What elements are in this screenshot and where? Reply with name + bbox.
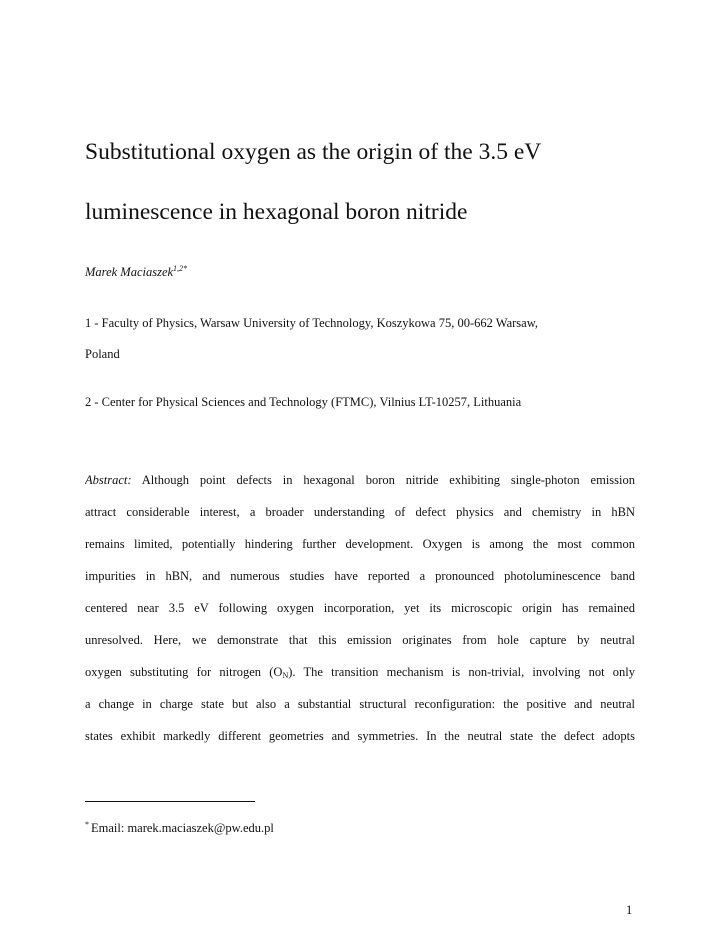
footnote-mark: *: [85, 820, 89, 829]
footnote-separator: [85, 801, 255, 802]
abstract-line-7-end: ). The transition mechanism is non-trivial, involving not only: [288, 665, 635, 679]
footnote: [85, 820, 274, 836]
affiliation-1: [85, 308, 645, 370]
abstract-line-9: states exhibit markedly different geometries and symmetries. In the neutral state the defect adopts: [85, 729, 635, 743]
author-name: Marek Maciaszek: [85, 265, 174, 279]
page-number: 1: [626, 903, 633, 917]
abstract-line: [85, 464, 635, 496]
abstract-line-3: remains limited, potentially hindering further development. Oxygen is among the most common: [85, 537, 635, 551]
subscript-n: N: [282, 671, 289, 680]
affiliation-1-line-1: 1 - Faculty of Physics, Warsaw University of Technology, Koszykowa 75, 00-662 Warsaw,: [85, 316, 539, 330]
abstract-label: Abstract:: [85, 473, 132, 487]
abstract-line-5: centered near 3.5 eV following oxygen incorporation, yet its microscopic origin has remained: [85, 601, 635, 615]
footnote-text: Email: marek.maciaszek@pw.edu.pl: [91, 821, 274, 835]
abstract-line-2: attract considerable interest, a broader understanding of defect physics and chemistry in hBN: [85, 505, 635, 519]
author-line: [85, 264, 187, 280]
author-affiliation-marks: 1,2*: [173, 264, 188, 273]
abstract: [85, 464, 635, 752]
affiliation-2-text: 2 - Center for Physical Sciences and Technology (FTMC), Vilnius LT-10257, Lithuania: [85, 395, 522, 409]
title-line-2: luminescence in hexagonal boron nitride: [85, 199, 468, 225]
paper-title: [85, 122, 685, 242]
affiliation-2: [85, 387, 645, 418]
abstract-line-8: a change in charge state but also a substantial structural reconfiguration: the positive and neutral: [85, 697, 635, 711]
abstract-line-4: impurities in hBN, and numerous studies have reported a pronounced photoluminescence band: [85, 569, 635, 583]
abstract-line-1: Although point defects in hexagonal boron nitride exhibiting single-photon emission: [141, 473, 635, 487]
abstract-line-6: unresolved. Here, we demonstrate that this emission originates from hole capture by neutral: [85, 633, 635, 647]
affiliation-1-line-2: Poland: [85, 347, 120, 361]
title-line-1: Substitutional oxygen as the origin of the 3.5 eV: [85, 139, 542, 165]
abstract-line-7: [85, 656, 635, 688]
abstract-line-7-start: oxygen substituting for nitrogen (O: [85, 665, 283, 679]
